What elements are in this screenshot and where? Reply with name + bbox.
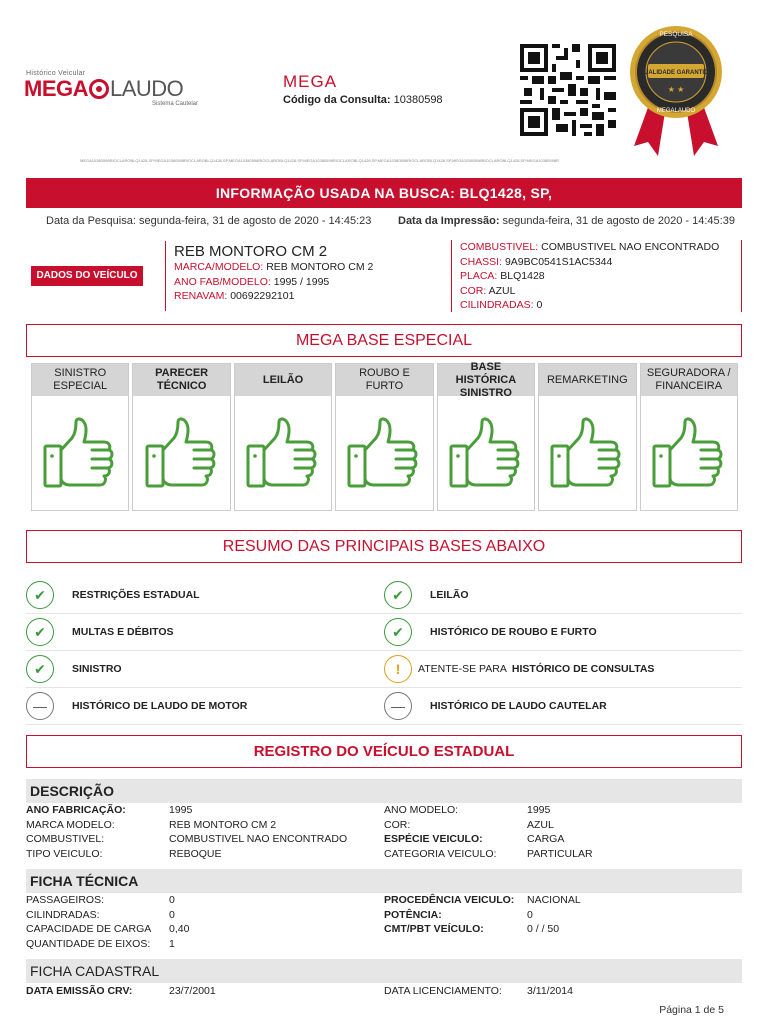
field-label: CMT/PBT VEÍCULO: bbox=[384, 923, 484, 935]
base-card-label: LEILÃO bbox=[235, 364, 331, 396]
registro-title: REGISTRO DO VEÍCULO ESTADUAL bbox=[26, 735, 742, 768]
descricao-header: DESCRIÇÃO bbox=[26, 779, 742, 803]
field-row bbox=[26, 818, 347, 833]
thumbs-up-icon bbox=[245, 416, 321, 490]
thumbs-up-icon bbox=[346, 416, 422, 490]
field-label: CAPACIDADE DE CARGA bbox=[26, 923, 152, 935]
base-card-label: PARECER TÉCNICO bbox=[133, 364, 229, 396]
base-card-body bbox=[539, 396, 635, 510]
vehicle-renavam: RENAVAM: 00692292101 bbox=[174, 290, 295, 302]
base-card-label: BASE HISTÓRICA SINISTRO bbox=[438, 364, 534, 396]
resumo-row bbox=[26, 577, 742, 614]
thumbs-up-icon bbox=[651, 416, 727, 490]
resumo-item bbox=[384, 655, 742, 683]
field-row bbox=[384, 847, 593, 862]
field-label: PASSAGEIROS: bbox=[26, 894, 104, 906]
logo-subtitle: Sistema Cautelar bbox=[152, 101, 199, 107]
field-label: POTÊNCIA: bbox=[384, 908, 442, 921]
resumo-list bbox=[26, 577, 742, 725]
field-row bbox=[384, 832, 593, 847]
check-icon: ✔ bbox=[26, 655, 54, 683]
field-value: AZUL bbox=[527, 818, 554, 831]
field-label: ANO MODELO: bbox=[384, 804, 459, 816]
descricao-right bbox=[384, 803, 593, 861]
thumbs-up-icon bbox=[448, 416, 524, 490]
warning-icon: ! bbox=[384, 655, 412, 683]
field-row bbox=[26, 922, 189, 937]
field-label: DATA LICENCIAMENTO: bbox=[384, 985, 502, 997]
check-icon: ✔ bbox=[26, 581, 54, 609]
svg-text:MEGALAUDO: MEGALAUDO bbox=[656, 108, 696, 114]
field-label: ANO FABRICAÇÃO: bbox=[26, 804, 126, 816]
security-microtext: MEGA10380598RIOCLAROBLQ1428,SP,MEGA10380598RIOCLAROBLQ1428,SP,MEGA10380598RIOCLAROBLQ1428,SP,MEGA10380598RIOCLAROBLQ1428,SP,MEGA10380598RIOCLAROBLQ1428,SP,MEGA10380598RIOCLAROBLQ1428,SP,MEGA10380598R bbox=[80, 158, 559, 163]
base-card-body bbox=[32, 396, 128, 510]
field-row bbox=[26, 937, 189, 952]
base-card-body bbox=[133, 396, 229, 510]
field-value: 0,40 bbox=[169, 923, 190, 935]
field-label: COR: bbox=[384, 818, 411, 831]
vehicle-chassi: CHASSI: 9A9BC0541S1AC5344 bbox=[460, 255, 613, 268]
base-card bbox=[234, 363, 332, 511]
field-label: ESPÉCIE VEICULO: bbox=[384, 833, 483, 845]
base-card-label: REMARKETING bbox=[539, 364, 635, 396]
base-card bbox=[132, 363, 230, 511]
data-impressao: Data da Impressão: segunda-feira, 31 de agosto de 2020 - 14:45:39 bbox=[398, 215, 735, 227]
dados-veiculo-badge: DADOS DO VEÍCULO bbox=[31, 266, 143, 286]
search-info-banner: INFORMAÇÃO USADA NA BUSCA: BLQ1428, SP, bbox=[26, 178, 742, 208]
resumo-item-label: HISTÓRICO DE LAUDO DE MOTOR bbox=[72, 700, 248, 712]
field-value: COMBUSTIVEL NAO ENCONTRADO bbox=[169, 833, 348, 845]
base-card bbox=[640, 363, 738, 511]
logo-mega: MEGA bbox=[24, 76, 88, 101]
field-label: TIPO VEICULO: bbox=[26, 847, 103, 860]
vehicle-cilindradas: CILINDRADAS: 0 bbox=[460, 299, 543, 311]
logo-ring-icon bbox=[89, 79, 109, 99]
field-row bbox=[384, 818, 593, 833]
ficha-tecnica-left bbox=[26, 893, 189, 951]
descricao-left bbox=[26, 803, 347, 861]
check-icon: ✔ bbox=[26, 618, 54, 646]
field-value: PARTICULAR bbox=[527, 847, 593, 860]
field-label: CILINDRADAS: bbox=[26, 908, 100, 921]
resumo-row bbox=[26, 614, 742, 651]
base-card-label: SINISTRO ESPECIAL bbox=[32, 364, 128, 396]
field-value: 0 / / 50 bbox=[527, 923, 560, 935]
field-row bbox=[26, 832, 347, 847]
field-label: COMBUSTIVEL: bbox=[26, 833, 105, 845]
ficha-cadastral-header: FICHA CADASTRAL bbox=[26, 959, 742, 983]
field-value: REB MONTORO CM 2 bbox=[169, 818, 277, 831]
field-value: NACIONAL bbox=[527, 894, 581, 906]
svg-text:PESQUISA: PESQUISA bbox=[659, 31, 693, 38]
base-especial-cards bbox=[31, 360, 738, 511]
resumo-item bbox=[384, 692, 742, 720]
field-row bbox=[26, 803, 347, 818]
field-row bbox=[26, 847, 347, 862]
base-card bbox=[31, 363, 129, 511]
quality-seal-icon bbox=[628, 24, 724, 160]
field-row bbox=[384, 908, 581, 923]
thumbs-up-icon bbox=[549, 416, 625, 490]
ficha-cadastral-right bbox=[384, 984, 573, 999]
client-name: MEGA bbox=[283, 72, 338, 91]
field-label: DATA EMISSÃO CRV: bbox=[26, 985, 133, 997]
resumo-item-label: HISTÓRICO DE LAUDO CAUTELAR bbox=[430, 700, 607, 712]
field-label: MARCA MODELO: bbox=[26, 818, 115, 831]
check-icon: ✔ bbox=[384, 618, 412, 646]
thumbs-up-icon bbox=[144, 416, 220, 490]
resumo-item bbox=[26, 618, 384, 646]
field-value: 0 bbox=[527, 908, 533, 921]
field-value: 0 bbox=[169, 908, 175, 921]
resumo-item-label: HISTÓRICO DE ROUBO E FURTO bbox=[430, 626, 597, 638]
resumo-item bbox=[26, 655, 384, 683]
base-card bbox=[538, 363, 636, 511]
field-row bbox=[384, 922, 581, 937]
vehicle-name: REB MONTORO CM 2 bbox=[174, 243, 328, 260]
svg-text:★ ★: ★ ★ bbox=[667, 85, 685, 94]
minus-icon: — bbox=[26, 692, 54, 720]
minus-icon: — bbox=[384, 692, 412, 720]
resumo-item-label: MULTAS E DÉBITOS bbox=[72, 626, 174, 638]
page-number: Página 1 de 5 bbox=[659, 1004, 724, 1016]
resumo-item-label: HISTÓRICO DE CONSULTAS bbox=[511, 663, 655, 675]
field-row bbox=[384, 984, 573, 999]
resumo-item bbox=[384, 581, 742, 609]
resumo-row bbox=[26, 651, 742, 688]
resumo-item bbox=[26, 692, 384, 720]
resumo-title: RESUMO DAS PRINCIPAIS BASES ABAIXO bbox=[26, 530, 742, 563]
field-value: REBOQUE bbox=[169, 847, 222, 860]
vehicle-cor: COR: AZUL bbox=[460, 284, 516, 297]
field-row bbox=[26, 908, 189, 923]
vehicle-marca: MARCA/MODELO: REB MONTORO CM 2 bbox=[174, 261, 374, 273]
thumbs-up-icon bbox=[42, 416, 118, 490]
consulta-code: Código da Consulta: 10380598 bbox=[283, 94, 443, 106]
field-value: 3/11/2014 bbox=[527, 985, 573, 997]
base-card bbox=[437, 360, 535, 511]
resumo-item bbox=[26, 581, 384, 609]
vehicle-summary-right bbox=[451, 240, 742, 312]
resumo-item-label: RESTRIÇÕES ESTADUAL bbox=[72, 589, 200, 601]
base-card-body bbox=[641, 396, 737, 510]
qr-code-icon bbox=[520, 44, 616, 136]
field-value: 0 bbox=[169, 894, 175, 906]
field-label: PROCEDÊNCIA VEICULO: bbox=[384, 894, 515, 906]
ficha-cadastral-left bbox=[26, 984, 216, 999]
logo-laudo: LAUDO bbox=[110, 76, 184, 101]
base-card-label: SEGURADORA / FINANCEIRA bbox=[641, 364, 737, 396]
field-row bbox=[26, 984, 216, 999]
vehicle-summary-left bbox=[165, 241, 445, 311]
field-value: 23/7/2001 bbox=[169, 985, 216, 997]
vehicle-placa: PLACA: BLQ1428 bbox=[460, 270, 545, 282]
vehicle-ano: ANO FAB/MODELO: 1995 / 1995 bbox=[174, 275, 330, 288]
vehicle-combustivel: COMBUSTIVEL: COMBUSTIVEL NAO ENCONTRADO bbox=[460, 241, 720, 253]
resumo-item-label: SINISTRO bbox=[72, 663, 122, 675]
field-value: 1995 bbox=[527, 804, 551, 816]
field-row bbox=[384, 803, 593, 818]
ficha-tecnica-header: FICHA TÉCNICA bbox=[26, 869, 742, 893]
field-label: QUANTIDADE DE EIXOS: bbox=[26, 937, 151, 950]
check-icon: ✔ bbox=[384, 581, 412, 609]
logo-tagline: Histórico Veicular bbox=[26, 70, 86, 77]
resumo-item bbox=[384, 618, 742, 646]
base-card bbox=[335, 363, 433, 511]
svg-text:QUALIDADE GARANTIDA: QUALIDADE GARANTIDA bbox=[639, 70, 713, 76]
base-card-body bbox=[235, 396, 331, 510]
field-row bbox=[384, 893, 581, 908]
field-value: CARGA bbox=[527, 833, 565, 845]
field-label: CATEGORIA VEICULO: bbox=[384, 847, 497, 860]
resumo-item-label: LEILÃO bbox=[430, 589, 469, 601]
field-value: 1 bbox=[169, 937, 175, 950]
mega-base-especial-title: MEGA BASE ESPECIAL bbox=[26, 324, 742, 357]
megalaudo-logo bbox=[24, 70, 234, 110]
ficha-tecnica-right bbox=[384, 893, 581, 937]
field-value: 1995 bbox=[169, 804, 193, 816]
base-card-body bbox=[438, 396, 534, 510]
base-card-body bbox=[336, 396, 432, 510]
base-card-label: ROUBO E FURTO bbox=[336, 364, 432, 396]
resumo-row bbox=[26, 688, 742, 725]
field-row bbox=[26, 893, 189, 908]
resumo-item-prefix: ATENTE-SE PARA bbox=[418, 663, 507, 675]
data-pesquisa: Data da Pesquisa: segunda-feira, 31 de agosto de 2020 - 14:45:23 bbox=[46, 215, 372, 227]
